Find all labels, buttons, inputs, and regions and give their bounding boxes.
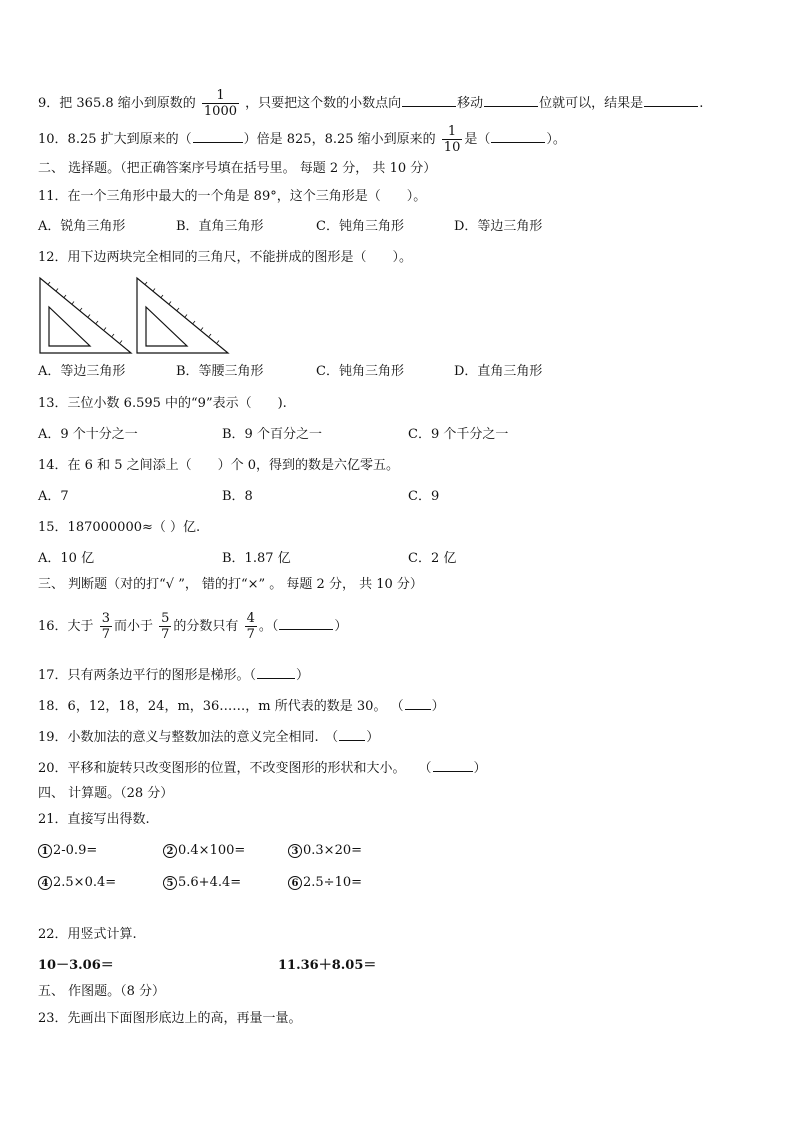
answer-blank[interactable]: [402, 93, 456, 107]
question-21: 21．直接写出得数.: [38, 812, 150, 827]
option-a[interactable]: A．9 个十分之一: [38, 427, 138, 442]
option-d[interactable]: D．等边三角形: [454, 219, 543, 234]
answer-blank[interactable]: [279, 616, 333, 630]
answer-blank[interactable]: [257, 665, 295, 679]
option-d[interactable]: D．直角三角形: [454, 364, 543, 379]
question-13: 13．三位小数 6.595 中的“9”表示（ ).: [38, 396, 287, 411]
math-item: 5 5.6+4.4=: [163, 874, 288, 892]
question-20: 20．平移和旋转只改变图形的位置，不改变图形的形状和大小。 （ ）: [38, 758, 487, 778]
set-square-left: [38, 276, 134, 356]
option-c[interactable]: C．钝角三角形: [316, 364, 404, 379]
math-item: 4 2.5×0.4=: [38, 874, 163, 892]
question-22: 22．用竖式计算.: [38, 927, 137, 942]
math-item: 3 0.3×20=: [288, 842, 362, 860]
question-15: 15．187000000≈（ ）亿.: [38, 520, 201, 535]
section-5-heading: 五、 作图题。（8 分）: [38, 984, 166, 999]
set-square-right: [135, 276, 231, 356]
question-14-options: [38, 488, 439, 506]
section-2-heading: 二、 选择题。（把正确答案序号填在括号里。 每题 2 分， 共 10 分）: [38, 161, 437, 176]
calc-item: 10－3.06＝: [38, 958, 114, 973]
question-12-options: [38, 363, 542, 381]
option-a[interactable]: A．10 亿: [38, 551, 95, 566]
math-item: 2 0.4×100=: [163, 842, 288, 860]
calc-item: 11.36＋8.05＝: [278, 958, 377, 973]
question-12: 12．用下边两块完全相同的三角尺，不能拼成的图形是（ ）。: [38, 250, 413, 265]
answer-blank[interactable]: [644, 93, 698, 107]
answer-blank[interactable]: [193, 129, 243, 143]
math-item: 1 2-0.9=: [38, 842, 163, 860]
mental-math-row-1: [38, 842, 362, 860]
answer-blank[interactable]: [405, 696, 431, 710]
question-16: 16．大于 $\frac{3}{7}$ 而小于 $\frac{5}{7}$ 的分数只有 $\frac{4}{7}$ 。（ ）: [38, 611, 348, 642]
option-b[interactable]: B．1.87 亿: [222, 551, 291, 566]
fraction-5-7: $\frac{5}{7}$: [161, 611, 170, 642]
option-b[interactable]: B．8: [222, 489, 253, 504]
answer-blank[interactable]: [433, 758, 473, 772]
question-17: 17．只有两条边平行的图形是梯形。（ ）: [38, 665, 309, 685]
question-14: 14．在 6 和 5 之间添上（ ）个 0，得到的数是六亿零五。: [38, 458, 400, 473]
question-13-options: [38, 426, 508, 444]
fraction-3-7: $\frac{3}{7}$: [101, 611, 110, 642]
fraction-4-7: $\frac{4}{7}$: [246, 611, 255, 642]
fraction-1-10: $\frac{1}{10}$: [443, 124, 461, 155]
question-18: 18．6，12，18，24，m，36……，m 所代表的数是 30。 （ ）: [38, 696, 445, 716]
option-a[interactable]: A．7: [38, 489, 69, 504]
answer-blank[interactable]: [491, 129, 545, 143]
option-c[interactable]: C．9: [408, 489, 440, 504]
section-4-heading: 四、 计算题。（28 分）: [38, 786, 174, 801]
option-b[interactable]: B．等腰三角形: [176, 364, 264, 379]
question-15-options: [38, 550, 456, 568]
question-11: 11．在一个三角形中最大的一个角是 89°，这个三角形是（ ）。: [38, 189, 427, 204]
question-9: 9．把 365.8 缩小到原数的 $\frac{1}{1000}$ ，只要把这个数的小数点向 移动 位就可以，结果是 .: [38, 88, 704, 119]
question-19: 19．小数加法的意义与整数加法的意义完全相同. （ ）: [38, 727, 379, 747]
section-3-heading: 三、 判断题（对的打“√ ”， 错的打“×” 。 每题 2 分， 共 10 分）: [38, 577, 423, 592]
option-c[interactable]: C．钝角三角形: [316, 219, 404, 234]
option-c[interactable]: C．9 个千分之一: [408, 427, 509, 442]
option-b[interactable]: B．直角三角形: [176, 219, 264, 234]
option-c[interactable]: C．2 亿: [408, 551, 457, 566]
option-b[interactable]: B．9 个百分之一: [222, 427, 322, 442]
fraction-1-1000: $\frac{1}{1000}$: [203, 88, 237, 119]
column-calc-row: [38, 957, 376, 975]
question-11-options: [38, 218, 542, 236]
mental-math-row-2: [38, 874, 362, 892]
option-a[interactable]: A．锐角三角形: [38, 219, 126, 234]
answer-blank[interactable]: [339, 727, 365, 741]
math-item: 6 2.5÷10=: [288, 874, 362, 892]
answer-blank[interactable]: [484, 93, 538, 107]
question-10: 10．8.25 扩大到原来的（ ）倍是 825，8.25 缩小到原来的 $\frac{1}{10}$ 是（ ）。: [38, 124, 566, 155]
question-23: 23．先画出下面图形底边上的高，再量一量。: [38, 1011, 302, 1026]
option-a[interactable]: A．等边三角形: [38, 364, 126, 379]
